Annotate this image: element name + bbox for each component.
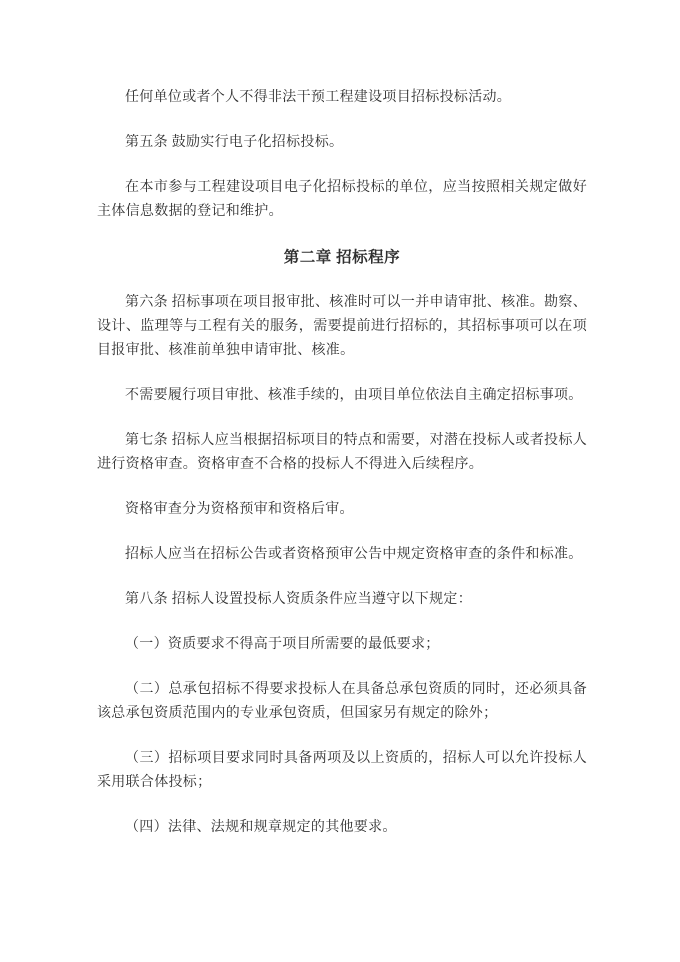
- paragraph: 招标人应当在招标公告或者资格预审公告中规定资格审查的条件和标准。: [125, 547, 583, 562]
- paragraph: 资格审查分为资格预审和资格后审。: [125, 502, 354, 517]
- paragraph: 第八条 招标人设置投标人资质条件应当遵守以下规定：: [125, 592, 472, 607]
- paragraph: 在本市参与工程建设项目电子化招标投标的单位，应当按照相关规定做好主体信息数据的登记和维护。: [97, 180, 587, 219]
- paragraph: （三）招标项目要求同时具备两项及以上资质的，招标人可以允许投标人采用联合体投标；: [97, 751, 587, 790]
- paragraph: 任何单位或者个人不得非法干预工程建设项目招标投标活动。: [125, 90, 512, 105]
- chapter-heading: 第二章 招标程序: [283, 249, 401, 266]
- paragraph: 第五条 鼓励实行电子化招标投标。: [125, 135, 344, 150]
- paragraph: （四）法律、法规和规章规定的其他要求。: [125, 820, 397, 835]
- document-body: [97, 86, 587, 840]
- paragraph: （二）总承包招标不得要求投标人在具备总承包资质的同时，还必须具备该总承包资质范围内的专业承包资质，但国家另有规定的除外；: [97, 682, 587, 721]
- paragraph: 第六条 招标事项在项目报审批、核准时可以一并申请审批、核准。勘察、设计、监理等与工程有关的服务，需要提前进行招标的，其招标事项可以在项目报审批、核准前单独申请审批、核准。: [97, 295, 587, 358]
- paragraph: 第七条 招标人应当根据招标项目的特点和需要，对潜在投标人或者投标人进行资格审查。资格审查不合格的投标人不得进入后续程序。: [97, 433, 587, 472]
- paragraph: 不需要履行项目审批、核准手续的，由项目单位依法自主确定招标事项。: [125, 388, 583, 403]
- paragraph: （一）资质要求不得高于项目所需要的最低要求；: [125, 637, 440, 652]
